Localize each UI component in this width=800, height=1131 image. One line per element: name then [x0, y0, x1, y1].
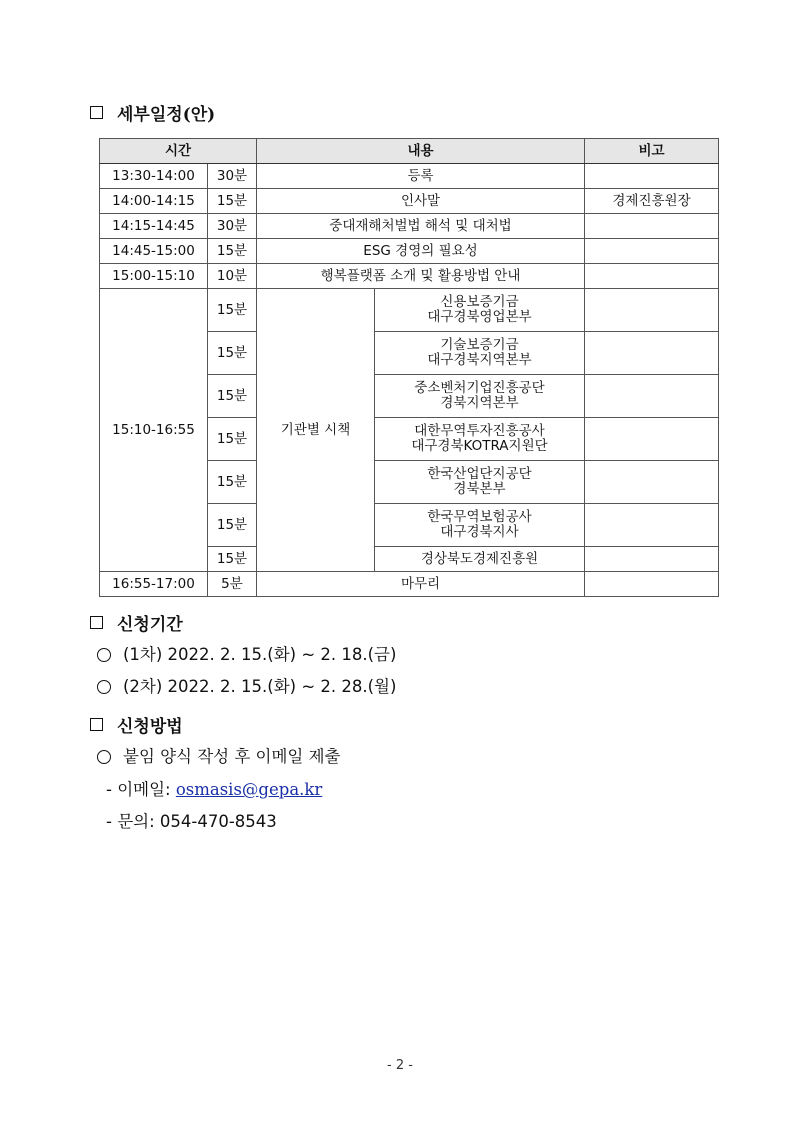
time-cell: 16:55-17:00: [100, 572, 208, 597]
note-cell: [585, 289, 719, 332]
time-cell: 15:10-16:55: [100, 289, 208, 572]
time-cell: 14:15-14:45: [100, 214, 208, 239]
square-bullet-icon: [90, 718, 103, 731]
email-link[interactable]: osmasis@gepa.kr: [175, 780, 323, 799]
content-cell: 마무리: [257, 572, 585, 597]
org-cell: [375, 332, 585, 375]
circle-bullet-icon: [97, 680, 111, 694]
schedule-table: [99, 138, 719, 597]
note-cell: 경제진흥원장: [585, 189, 719, 214]
note-cell: [585, 418, 719, 461]
apply-instruction-text: 붙임 양식 작성 후 이메일 제출: [123, 747, 341, 766]
circle-bullet-icon: [97, 648, 111, 662]
duration-cell: 15분: [208, 332, 257, 375]
square-bullet-icon: [90, 616, 103, 629]
circle-bullet-icon: [97, 750, 111, 764]
org-cell: [375, 289, 585, 332]
table-row: [100, 289, 719, 332]
email-label: - 이메일:: [106, 780, 176, 799]
org-name: 대한무역투자진흥공사: [414, 423, 545, 439]
content-cell: 인사말: [257, 189, 585, 214]
org-cell: 경상북도경제진흥원: [375, 547, 585, 572]
org-name: 중소벤처기업진흥공단: [414, 380, 545, 396]
schedule-heading: [90, 100, 215, 125]
note-cell: [585, 461, 719, 504]
content-cell: 중대재해처벌법 해석 및 대처법: [257, 214, 585, 239]
duration-cell: 15분: [208, 189, 257, 214]
apply-round2: [97, 673, 396, 697]
content-cell: 등록: [257, 164, 585, 189]
note-cell: [585, 504, 719, 547]
table-row: [100, 189, 719, 214]
apply-round1-text: (1차) 2022. 2. 15.(화) ~ 2. 18.(금): [123, 645, 397, 664]
note-cell: [585, 264, 719, 289]
content-cell: 행복플랫폼 소개 및 활용방법 안내: [257, 264, 585, 289]
duration-cell: 15분: [208, 418, 257, 461]
note-cell: [585, 572, 719, 597]
apply-method-heading: [90, 712, 183, 737]
note-cell: [585, 375, 719, 418]
duration-cell: 15분: [208, 461, 257, 504]
header-time: 시간: [100, 139, 257, 164]
note-cell: [585, 547, 719, 572]
duration-cell: 30분: [208, 164, 257, 189]
note-cell: [585, 164, 719, 189]
table-row: [100, 214, 719, 239]
duration-cell: 15분: [208, 239, 257, 264]
org-branch: 대구경북KOTRA지원단: [411, 438, 548, 454]
duration-cell: 10분: [208, 264, 257, 289]
org-branch: 경북지역본부: [440, 395, 519, 411]
org-cell: [375, 418, 585, 461]
org-branch: 대구경북영업본부: [427, 309, 532, 325]
content-cell: ESG 경영의 필요성: [257, 239, 585, 264]
org-branch: 대구경북지역본부: [427, 352, 532, 368]
apply-instruction: [97, 743, 341, 767]
apply-round1: [97, 641, 396, 665]
time-cell: 14:45-15:00: [100, 239, 208, 264]
org-cell: [375, 375, 585, 418]
table-row: [100, 239, 719, 264]
duration-cell: 15분: [208, 375, 257, 418]
page-number: - 2 -: [387, 1058, 413, 1073]
table-row: [100, 164, 719, 189]
schedule-title: 세부일정(안): [117, 105, 216, 125]
time-cell: 15:00-15:10: [100, 264, 208, 289]
contact-line: - 문의: 054-470-8543: [106, 812, 277, 831]
header-note: 비고: [585, 139, 719, 164]
duration-cell: 5분: [208, 572, 257, 597]
duration-cell: 15분: [208, 289, 257, 332]
org-name: 한국무역보험공사: [427, 509, 532, 525]
org-branch: 경북본부: [453, 481, 506, 497]
org-name: 한국산업단지공단: [427, 466, 532, 482]
org-cell: [375, 504, 585, 547]
apply-round2-text: (2차) 2022. 2. 15.(화) ~ 2. 28.(월): [123, 677, 397, 696]
org-name: 기술보증기금: [440, 337, 519, 353]
apply-period-title: 신청기간: [117, 615, 183, 635]
square-bullet-icon: [90, 106, 103, 119]
header-content: 내용: [257, 139, 585, 164]
note-cell: [585, 332, 719, 375]
note-cell: [585, 214, 719, 239]
apply-period-heading: [90, 610, 183, 635]
email-line: [106, 776, 322, 800]
org-branch: 대구경북지사: [440, 524, 519, 540]
apply-method-title: 신청방법: [117, 717, 183, 737]
org-cell: [375, 461, 585, 504]
time-cell: 13:30-14:00: [100, 164, 208, 189]
table-row: [100, 264, 719, 289]
duration-cell: 30분: [208, 214, 257, 239]
time-cell: 14:00-14:15: [100, 189, 208, 214]
org-name: 신용보증기금: [440, 294, 519, 310]
duration-cell: 15분: [208, 547, 257, 572]
duration-cell: 15분: [208, 504, 257, 547]
content-cell: 기관별 시책: [257, 289, 375, 572]
table-row: [100, 572, 719, 597]
note-cell: [585, 239, 719, 264]
